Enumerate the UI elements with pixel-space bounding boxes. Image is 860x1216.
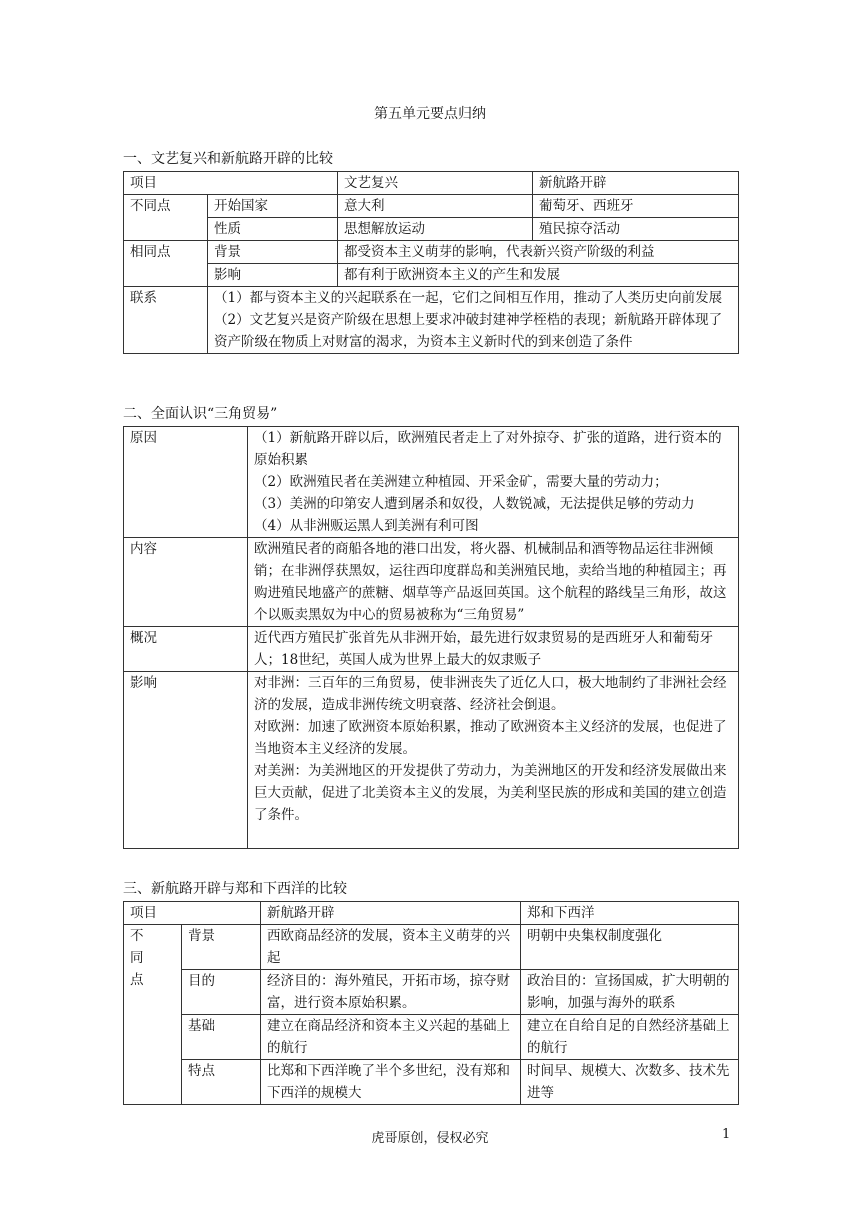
table-row [124,427,739,538]
route-zhenghe-table [123,901,739,1105]
diff-label: 不同点 [124,195,208,241]
header-item: 项目 [124,172,338,195]
table-row [124,902,739,925]
footer-text: 虎哥原创，侵权必究 [371,1131,489,1146]
cause-cell [248,427,739,538]
impact-p3: 对美洲：为美洲地区的开发提供了劳动力，为美洲地区的开发和经济发展做出来巨大贡献，促进了北美资本主义的发展，为美利坚民族的形成和美国的建立创造了条件。 [254,763,727,823]
impact-cell [248,672,739,849]
header-renaissance: 文艺复兴 [338,172,533,195]
table-row [124,1060,739,1105]
same-label: 相同点 [124,241,208,287]
cause-p3: （3）美洲的印第安人遭到屠杀和奴役，人数锐减，无法提供足够的劳动力 [254,496,695,512]
row-route: 建立在商品经济和资本主义兴起的基础上的航行 [261,1015,521,1060]
section2-heading: 二、全面认识“三角贸易” [123,406,278,422]
impact-p2: 对欧洲：加速了欧洲资本原始积累，推动了欧洲资本主义经济的发展，也促进了当地资本主义经济的发展。 [254,719,727,757]
same-impact-label: 影响 [208,264,338,287]
table-row [124,241,739,264]
diff-label: 不同点 [124,925,182,1105]
triangle-trade-table [123,426,739,849]
country-label: 开始国家 [208,195,338,218]
relation-label: 联系 [124,287,208,354]
row-label: 背景 [182,925,261,970]
table-row [124,970,739,1015]
relation-p2: （2）文艺复兴是资产阶级在思想上要求冲破封建神学桎梏的表现；新航路开辟体现了资产阶级在物质上对财富的渴求，为资本主义新时代的到来创造了条件 [214,312,723,350]
row-zhenghe: 政治目的：宣扬国威，扩大明朝的影响，加强与海外的联系 [521,970,739,1015]
row-route: 西欧商品经济的发展，资本主义萌芽的兴起 [261,925,521,970]
row-label: 目的 [182,970,261,1015]
page-number: 1 [722,1127,731,1142]
overview-text: 近代西方殖民扩张首先从非洲开始，最先进行奴隶贸易的是西班牙人和葡萄牙人；18世纪，英国人成为世界上最大的奴隶贩子 [248,627,739,672]
row-route: 比郑和下西洋晚了半个多世纪，没有郑和下西洋的规模大 [261,1060,521,1105]
row-zhenghe: 时间早、规模大、次数多、技术先进等 [521,1060,739,1105]
cause-label: 原因 [124,427,248,538]
cause-p2: （2）欧洲殖民者在美洲建立种植园、开采金矿，需要大量的劳动力； [254,474,668,490]
header-zhenghe: 郑和下西洋 [521,902,739,925]
cause-p4: （4）从非洲贩运黑人到美洲有利可图 [254,518,479,534]
section3-heading: 三、新航路开辟与郑和下西洋的比较 [123,881,347,897]
overview-label: 概况 [124,627,248,672]
relation-cell [208,287,739,354]
renaissance-route-table [123,171,739,354]
row-route: 经济目的：海外殖民，开拓市场，掠夺财富，进行资本原始积累。 [261,970,521,1015]
section1-heading: 一、文艺复兴和新航路开辟的比较 [123,151,333,167]
row-zhenghe: 明朝中央集权制度强化 [521,925,739,970]
page-title: 第五单元要点归纳 [374,106,486,122]
table-row [124,195,739,218]
country-renaissance: 意大利 [338,195,533,218]
table-row [124,627,739,672]
table-row [124,218,739,241]
nature-route: 殖民掠夺活动 [533,218,739,241]
table-row [124,672,739,849]
row-label: 特点 [182,1060,261,1105]
table-row [124,538,739,627]
content-label: 内容 [124,538,248,627]
same-background-text: 都受资本主义萌芽的影响，代表新兴资产阶级的利益 [338,241,739,264]
table-row [124,925,739,970]
relation-p1: （1）都与资本主义的兴起联系在一起，它们之间相互作用，推动了人类历史向前发展 [214,290,723,306]
same-background-label: 背景 [208,241,338,264]
table-row [124,1015,739,1060]
impact-p1: 对非洲：三百年的三角贸易，使非洲丧失了近亿人口，极大地制约了非洲社会经济的发展，造成非洲传统文明衰落、经济社会倒退。 [254,675,727,713]
row-zhenghe: 建立在自给自足的自然经济基础上的航行 [521,1015,739,1060]
header-route: 新航路开辟 [261,902,521,925]
same-impact-text: 都有利于欧洲资本主义的产生和发展 [338,264,739,287]
country-route: 葡萄牙、西班牙 [533,195,739,218]
table-row [124,287,739,354]
header-route: 新航路开辟 [533,172,739,195]
nature-renaissance: 思想解放运动 [338,218,533,241]
header-item: 项目 [124,902,261,925]
content-text: 欧洲殖民者的商船各地的港口出发，将火器、机械制品和酒等物品运往非洲倾销；在非洲俘获黑奴，运往西印度群岛和美洲殖民地，卖给当地的种植园主；再购进殖民地盛产的蔗糖、烟草等产品返回英国。这个航程的路线呈三角形，故这个以贩卖黑奴为中心的贸易被称为“三角贸易” [248,538,739,627]
table-row [124,172,739,195]
nature-label: 性质 [208,218,338,241]
table-row [124,264,739,287]
row-label: 基础 [182,1015,261,1060]
cause-p1: （1）新航路开辟以后，欧洲殖民者走上了对外掠夺、扩张的道路，进行资本的原始积累 [254,430,722,468]
impact-label: 影响 [124,672,248,849]
